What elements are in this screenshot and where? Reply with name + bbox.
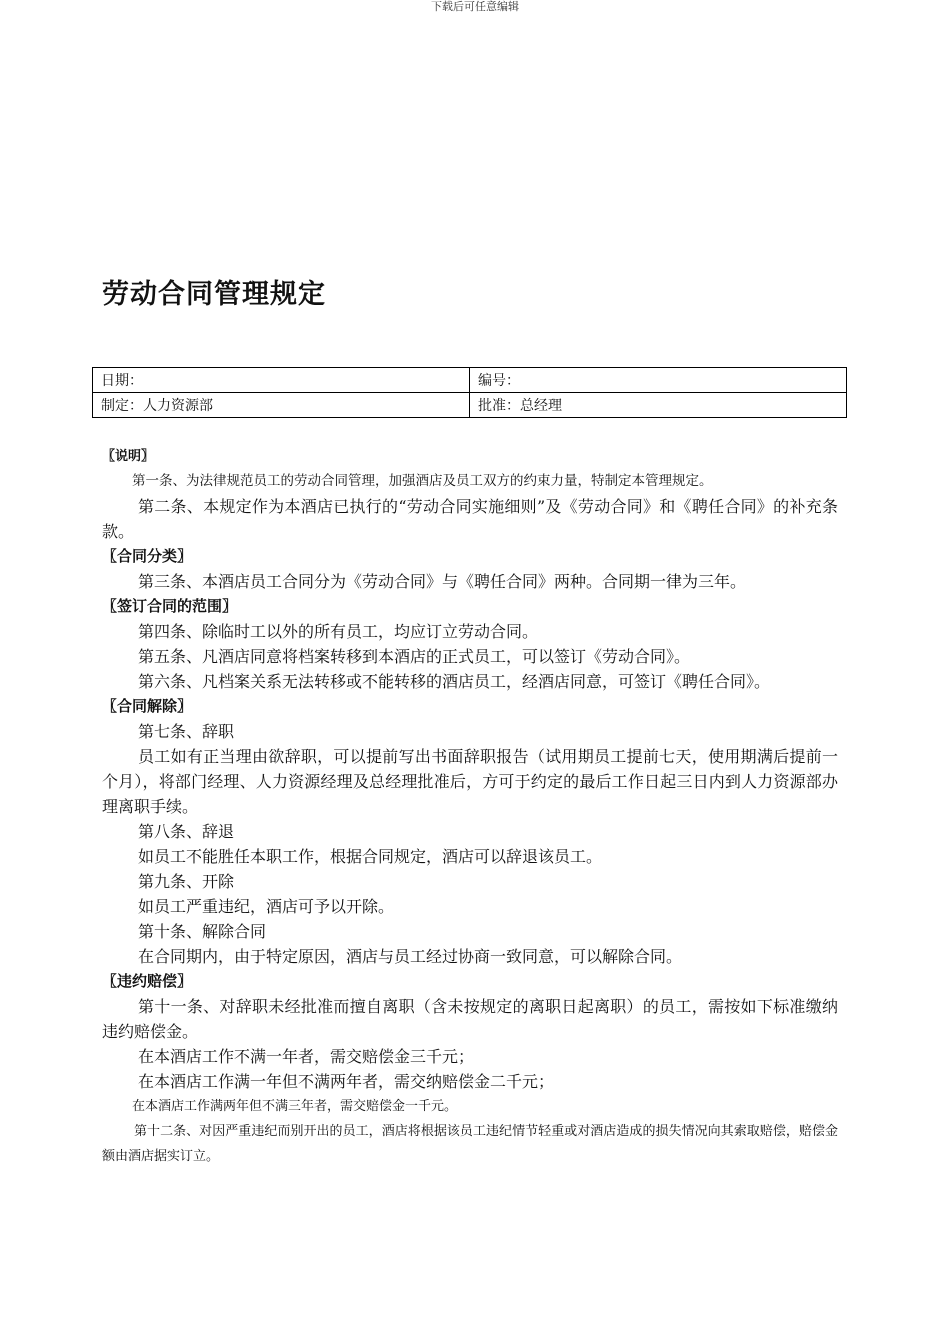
section-heading-penalty: 〖违约赔偿〗	[102, 972, 193, 990]
article-4: 第四条、除临时工以外的所有员工，均应订立劳动合同。	[138, 622, 539, 641]
article-6: 第六条、凡档案关系无法转移或不能转移的酒店员工，经酒店同意，可签订《聘任合同》。	[138, 672, 771, 691]
article-10-title: 第十条、解除合同	[138, 922, 267, 941]
section-heading-explain: 〖说明〗	[102, 449, 155, 464]
article-9-text: 如员工严重违纪，酒店可予以开除。	[138, 897, 395, 916]
approved-by-cell: 批准：总经理	[470, 393, 847, 418]
header-note: 下载后可任意编辑	[431, 0, 519, 13]
meta-row	[93, 368, 847, 393]
section-heading-termination: 〖合同解除〗	[102, 697, 193, 715]
number-cell: 编号：	[470, 368, 847, 393]
article-1: 第一条、为法律规范员工的劳动合同管理，加强酒店及员工双方的约束力量，特制定本管理规定。	[132, 473, 713, 489]
section-heading-scope: 〖签订合同的范围〗	[102, 597, 238, 615]
article-5: 第五条、凡酒店同意将档案转移到本酒店的正式员工，可以签订《劳动合同》。	[138, 647, 691, 666]
article-10-text: 在合同期内，由于特定原因，酒店与员工经过协商一致同意，可以解除合同。	[138, 947, 683, 966]
document-body	[102, 444, 838, 1169]
article-7-text: 员工如有正当理由欲辞职，可以提前写出书面辞职报告（试用期员工提前七天，使用期满后提前一个月），将部门经理、人力资源经理及总经理批准后，方可于约定的最后工作日起三日内到人力资源部办理离职手续。	[102, 747, 838, 816]
date-cell: 日期：	[93, 368, 470, 393]
made-by-cell: 制定：人力资源部	[93, 393, 470, 418]
article-11: 第十一条、对辞职未经批准而擅自离职（含未按规定的离职日起离职）的员工，需按如下标准缴纳违约赔偿金。	[102, 997, 838, 1041]
meta-row	[93, 393, 847, 418]
meta-table	[92, 367, 847, 418]
article-7-title: 第七条、辞职	[138, 722, 235, 741]
article-8-text: 如员工不能胜任本职工作，根据合同规定，酒店可以辞退该员工。	[138, 847, 603, 866]
article-12: 第十二条、对因严重违纪而别开出的员工，酒店将根据该员工违纪情节轻重或对酒店造成的损失情况向其索取赔偿，赔偿金额由酒店据实订立。	[102, 1124, 838, 1164]
penalty-line-3: 在本酒店工作满两年但不满三年者，需交赔偿金一千元。	[132, 1099, 458, 1114]
penalty-line-2: 在本酒店工作满一年但不满两年者，需交纳赔偿金二千元；	[138, 1072, 555, 1091]
article-3: 第三条、本酒店员工合同分为《劳动合同》与《聘任合同》两种。合同期一律为三年。	[138, 572, 747, 591]
article-2: 第二条、本规定作为本酒店已执行的“劳动合同实施细则”及《劳动合同》和《聘任合同》的补充条款。	[102, 497, 838, 541]
article-8-title: 第八条、辞退	[138, 822, 235, 841]
penalty-line-1: 在本酒店工作不满一年者，需交赔偿金三千元；	[138, 1047, 475, 1066]
section-heading-category: 〖合同分类〗	[102, 547, 193, 565]
article-9-title: 第九条、开除	[138, 872, 235, 891]
page-title: 劳动合同管理规定	[102, 279, 326, 310]
